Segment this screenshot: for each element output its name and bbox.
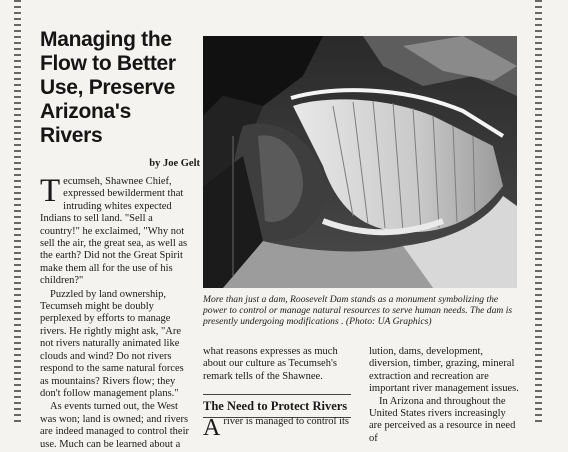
- column-3-paragraph-1: lution, dams, development, diversion, timber, grazing, mineral extraction and recreation are important river management issues.: [369, 346, 519, 395]
- article-column-1: [40, 173, 190, 452]
- column-2-text: what reasons expresses as much about our culture as Tecumseh's remark tells of the Shawnee.: [203, 346, 338, 382]
- dam-photo: [203, 36, 517, 288]
- article-byline: by Joe Gelt: [149, 158, 200, 169]
- article-column-3: [369, 346, 519, 445]
- paragraph-1-text: ecumseh, Shawnee Chief, expressed bewilderment that intruding whites expected Indians to sell land. "Sell a country!" he exclaimed, "Why not sell the air, the great sea, as well as the earth? Did not the Great Spirit make them all for the use of his children?": [40, 176, 188, 287]
- section-subhead: The Need to Protect Rivers: [203, 394, 351, 418]
- column-2-continued-text: river is managed to control its: [223, 416, 350, 427]
- paragraph-2: Puzzled by land ownership, Tecumseh might be doubly perplexed by efforts to manage rivers. He rightly might ask, "Are not rivers naturally animated like clouds and wind? Do not rivers respond to the same natural forces as mountains? Rivers flow; they don't follow management plans.": [40, 288, 184, 399]
- article-headline: Managing the Flow to Better Use, Preserve Arizona's Rivers: [40, 28, 176, 147]
- photo-caption: More than just a dam, Roosevelt Dam stands as a monument symbolizing the power to control or manage natural resources to serve human needs. The dam is presently undergoing modifications . (Photo: UA Graphics): [203, 294, 513, 327]
- left-decorative-border: [14, 0, 21, 426]
- article-column-2: [203, 346, 351, 383]
- drop-cap: T: [40, 173, 61, 209]
- drop-cap-2: A: [203, 415, 221, 441]
- paragraph-3: As events turned out, the West was won; land is owned; and rivers are indeed managed to control their use. Much can be learned about a: [40, 401, 189, 450]
- paragraph-1: [40, 173, 190, 288]
- article-column-2-continued: [203, 416, 351, 439]
- right-decorative-border: [535, 0, 542, 426]
- column-3-paragraph-2: In Arizona and throughout the United States rivers increasingly are perceived as a resource in need of: [369, 395, 516, 444]
- roosevelt-dam-image: [203, 36, 517, 288]
